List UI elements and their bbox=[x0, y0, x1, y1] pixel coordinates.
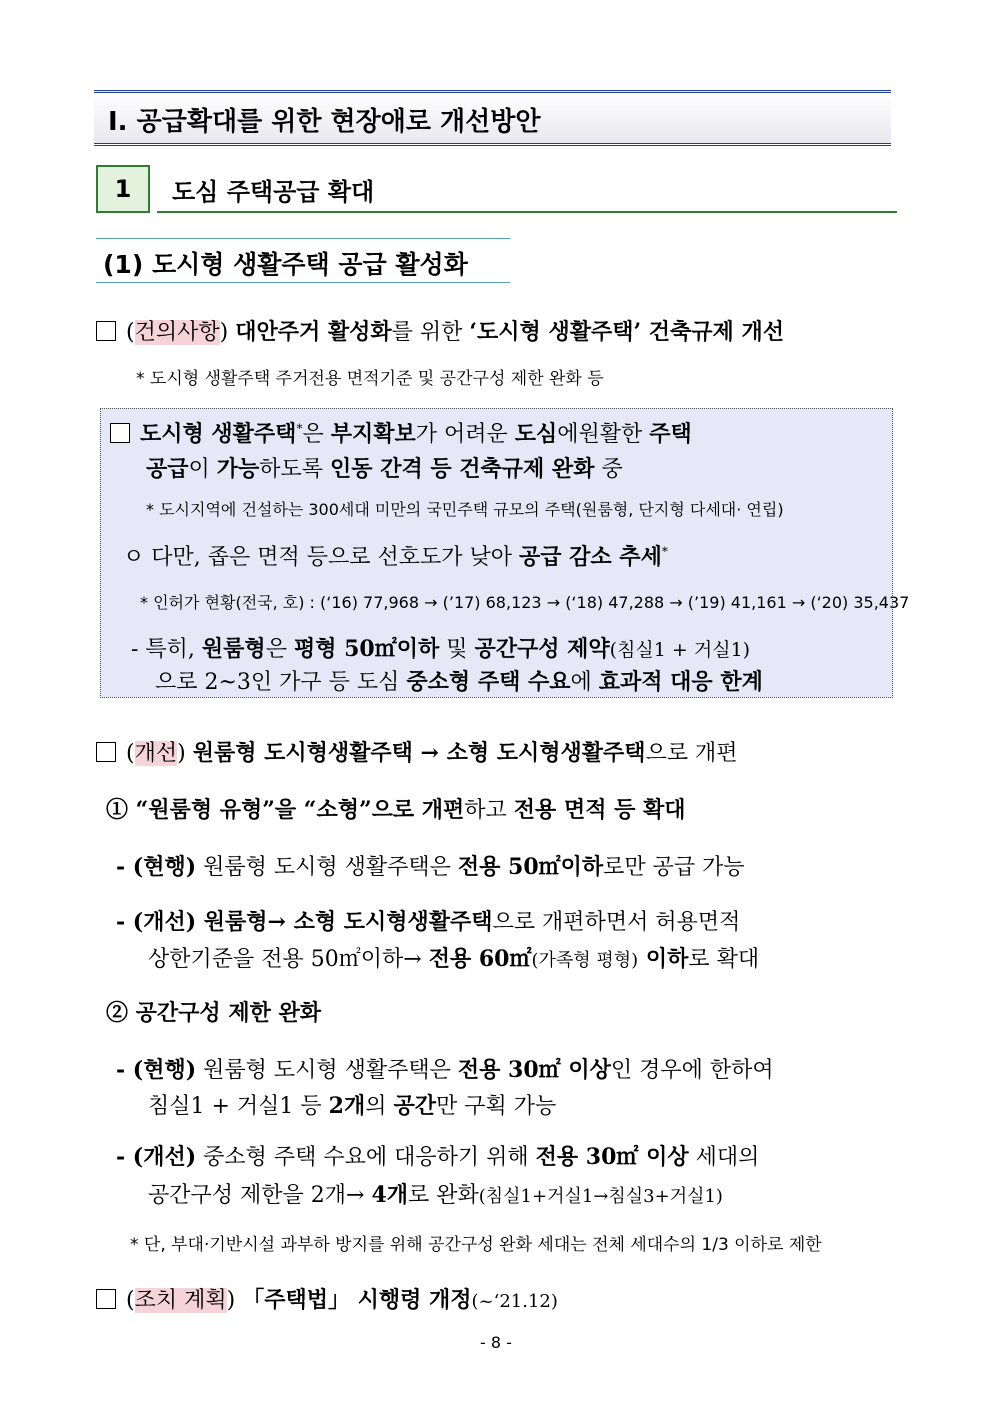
box-l2-e: 인동 간격 등 건축규제 완화 bbox=[330, 456, 595, 482]
item-1-current bbox=[116, 850, 745, 881]
subsub-line-bottom bbox=[96, 282, 510, 283]
improvement-b: 으로 개편 bbox=[645, 741, 738, 766]
box-l4-a: - 특히, bbox=[131, 637, 202, 662]
box-l2-c: 가능 bbox=[216, 456, 260, 482]
subsub-line-top bbox=[96, 238, 510, 239]
item1-imp-c: 상한기준을 전용 50㎡이하→ bbox=[148, 947, 429, 972]
improvement-line: (개선) 원룸형 도시형생활주택 → 소형 도시형생활주택으로 개편 bbox=[96, 736, 738, 767]
item2-cur-c: 인 경우에 한하여 bbox=[610, 1058, 774, 1083]
item1-cur-tag: - (현행) bbox=[116, 854, 197, 880]
box-l3-a: ㅇ 다만, 좁은 면적 등으로 선호도가 낮아 bbox=[123, 545, 519, 570]
item2-imp-a: 중소형 주택 수요에 대응하기 위해 bbox=[196, 1145, 536, 1170]
item2-imp-g: (침실1+거실1→침실3+거실1) bbox=[478, 1186, 723, 1207]
box-line-4 bbox=[131, 632, 750, 663]
box-note-2: * 인허가 현황(전국, 호) : (‘16) 77,968 → (’17) 68,123 → (‘18) 47,288 → (’19) 41,161 → (‘20) 35,437 bbox=[140, 593, 910, 612]
box-l5-b: 중소형 주택 수요 bbox=[406, 669, 571, 695]
box-l4-b: 원룸형 bbox=[201, 636, 266, 662]
box-line-3: ㅇ 다만, 좁은 면적 등으로 선호도가 낮아 공급 감소 추세* bbox=[123, 544, 668, 570]
item1-cur-b: 전용 50㎡이하 bbox=[457, 854, 604, 880]
item1-imp-a: 원룸형→ 소형 도시형생활주택 bbox=[196, 909, 493, 935]
action-plan-line: (조치 계획) 「주택법」 시행령 개정(~‘21.12) bbox=[96, 1283, 558, 1314]
item2-imp-d: 공간구성 제한을 2개→ bbox=[148, 1183, 372, 1208]
subsub-title: (1) 도시형 생활주택 공급 활성화 bbox=[103, 250, 468, 279]
box-l4-c: 은 bbox=[265, 637, 294, 662]
checkbox-icon bbox=[96, 1289, 116, 1309]
section-title: Ⅰ. 공급확대를 위한 현장애로 개선방안 bbox=[108, 107, 541, 137]
box-line-1: 도시형 생활주택*은 부지확보가 어려운 도심에원활한 주택 bbox=[110, 417, 692, 448]
improvement-tag: 개선 bbox=[134, 741, 178, 766]
item-2-heading bbox=[106, 996, 321, 1027]
item-2-current-2 bbox=[148, 1089, 556, 1120]
box-l5-a: 으로 2~3인 가구 등 도심 bbox=[155, 670, 407, 695]
box-l5-d: 효과적 대응 한계 bbox=[598, 669, 763, 695]
item1-b: 개편 bbox=[421, 797, 465, 823]
item2-cur-f: 의 bbox=[365, 1094, 394, 1119]
proposal-tag: 건의사항 bbox=[134, 320, 220, 345]
item1-imp-f: 이하 bbox=[638, 946, 689, 972]
box-l1-g: 주택 bbox=[649, 421, 692, 447]
box-l2-b: 이 bbox=[188, 457, 217, 482]
item2-cur-tag: - (현행) bbox=[116, 1057, 197, 1083]
box-line-5 bbox=[155, 665, 763, 696]
page-number: - 8 - bbox=[480, 1333, 512, 1352]
box-l2-a: 공급 bbox=[146, 456, 189, 482]
checkbox-icon bbox=[96, 742, 116, 762]
item2-imp-b: 전용 30㎡ 이상 bbox=[535, 1144, 689, 1170]
box-l1-e: 도심 bbox=[514, 421, 558, 447]
checkbox-icon bbox=[96, 321, 116, 341]
box-l1-f: 에원활한 bbox=[557, 422, 650, 447]
sub-underline bbox=[157, 211, 897, 213]
box-l4-d: 평형 50㎡이하 bbox=[293, 636, 440, 662]
box-l1-c: 부지확보 bbox=[330, 421, 416, 447]
item2-imp-e: 4개 bbox=[371, 1182, 408, 1208]
sub-number-box: 1 bbox=[96, 165, 150, 213]
proposal-line: (건의사항) 대안주거 활성화를 위한 ‘도시형 생활주택’ 건축규제 개선 bbox=[96, 315, 784, 346]
item1-cur-a: 원룸형 도시형 생활주택은 bbox=[196, 855, 458, 880]
section-header bbox=[94, 90, 891, 146]
item-2-note: * 단, 부대·기반시설 과부하 방지를 위해 공간구성 완화 세대는 전체 세대수의 1/3 이하로 제한 bbox=[130, 1235, 822, 1255]
improvement-a: 원룸형 도시형생활주택 → 소형 도시형생활주택 bbox=[192, 740, 646, 766]
item1-imp-e: (가족형 평형) bbox=[531, 950, 639, 971]
item2-imp-tag: - (개선) bbox=[116, 1144, 197, 1170]
box-l1-d: 가 어려운 bbox=[415, 422, 515, 447]
action-plan-b: (~‘21.12) bbox=[471, 1291, 558, 1312]
box-l4-g: (침실1 + 거실1) bbox=[609, 639, 751, 661]
item2-cur-e: 2개 bbox=[328, 1093, 366, 1119]
proposal-note: * 도시형 생활주택 주거전용 면적기준 및 공간구성 제한 완화 등 bbox=[136, 369, 604, 389]
item2-imp-f: 로 완화 bbox=[408, 1183, 479, 1208]
item1-imp-b: 으로 개편하면서 허용면적 bbox=[492, 910, 741, 935]
item1-cur-c: 로만 공급 가능 bbox=[603, 855, 745, 880]
box-l2-d: 하도록 bbox=[259, 457, 331, 482]
proposal-text-b: 를 위한 bbox=[391, 320, 470, 345]
item-1-heading bbox=[106, 793, 686, 824]
sub-title: 도심 주택공급 확대 bbox=[172, 178, 375, 206]
box-l1-b: 은 bbox=[302, 422, 331, 447]
box-line-2 bbox=[146, 452, 623, 483]
item1-c: 하고 bbox=[464, 798, 514, 823]
item2-a: ② 공간구성 제한 완화 bbox=[106, 1000, 321, 1026]
action-plan-a: 「주택법」 시행령 개정 bbox=[242, 1287, 472, 1313]
action-plan-tag: 조치 계획 bbox=[134, 1288, 227, 1313]
proposal-text-a: 대안주거 활성화 bbox=[235, 319, 392, 345]
box-l1-a: 도시형 생활주택 bbox=[140, 421, 297, 447]
item-2-improve-1 bbox=[116, 1140, 759, 1171]
box-l4-e: 및 bbox=[439, 637, 475, 662]
box-l4-f: 공간구성 제약 bbox=[474, 636, 610, 662]
item1-imp-tag: - (개선) bbox=[116, 909, 197, 935]
item1-imp-g: 로 확대 bbox=[688, 947, 760, 972]
item2-cur-b: 전용 30㎡ 이상 bbox=[457, 1057, 611, 1083]
box-l3-b: 공급 감소 추세 bbox=[518, 544, 662, 570]
item1-a: ① “원룸형 유형”을 “소형”으로 bbox=[106, 797, 422, 823]
item-2-current-1 bbox=[116, 1053, 774, 1084]
checkbox-icon bbox=[110, 423, 130, 443]
item1-imp-d: 전용 60㎡ bbox=[428, 946, 532, 972]
box-l5-c: 에 bbox=[570, 670, 599, 695]
item1-d: 전용 면적 등 확대 bbox=[513, 797, 686, 823]
item2-cur-a: 원룸형 도시형 생활주택은 bbox=[196, 1058, 458, 1083]
proposal-text-c: ‘도시형 생활주택’ 건축규제 개선 bbox=[469, 319, 784, 345]
item-2-improve-2 bbox=[148, 1178, 723, 1209]
item2-cur-d: 침실1 + 거실1 등 bbox=[148, 1094, 329, 1119]
item-1-improve-1 bbox=[116, 905, 740, 936]
box-l2-f: 중 bbox=[594, 457, 623, 482]
item2-imp-c: 세대의 bbox=[688, 1145, 760, 1170]
item2-cur-h: 만 구획 가능 bbox=[436, 1094, 557, 1119]
item2-cur-g: 공간 bbox=[393, 1093, 436, 1119]
item-1-improve-2 bbox=[148, 942, 759, 973]
box-note-1: * 도시지역에 건설하는 300세대 미만의 국민주택 규모의 주택(원룸형, 단지형 다세대· 연립) bbox=[146, 500, 784, 519]
